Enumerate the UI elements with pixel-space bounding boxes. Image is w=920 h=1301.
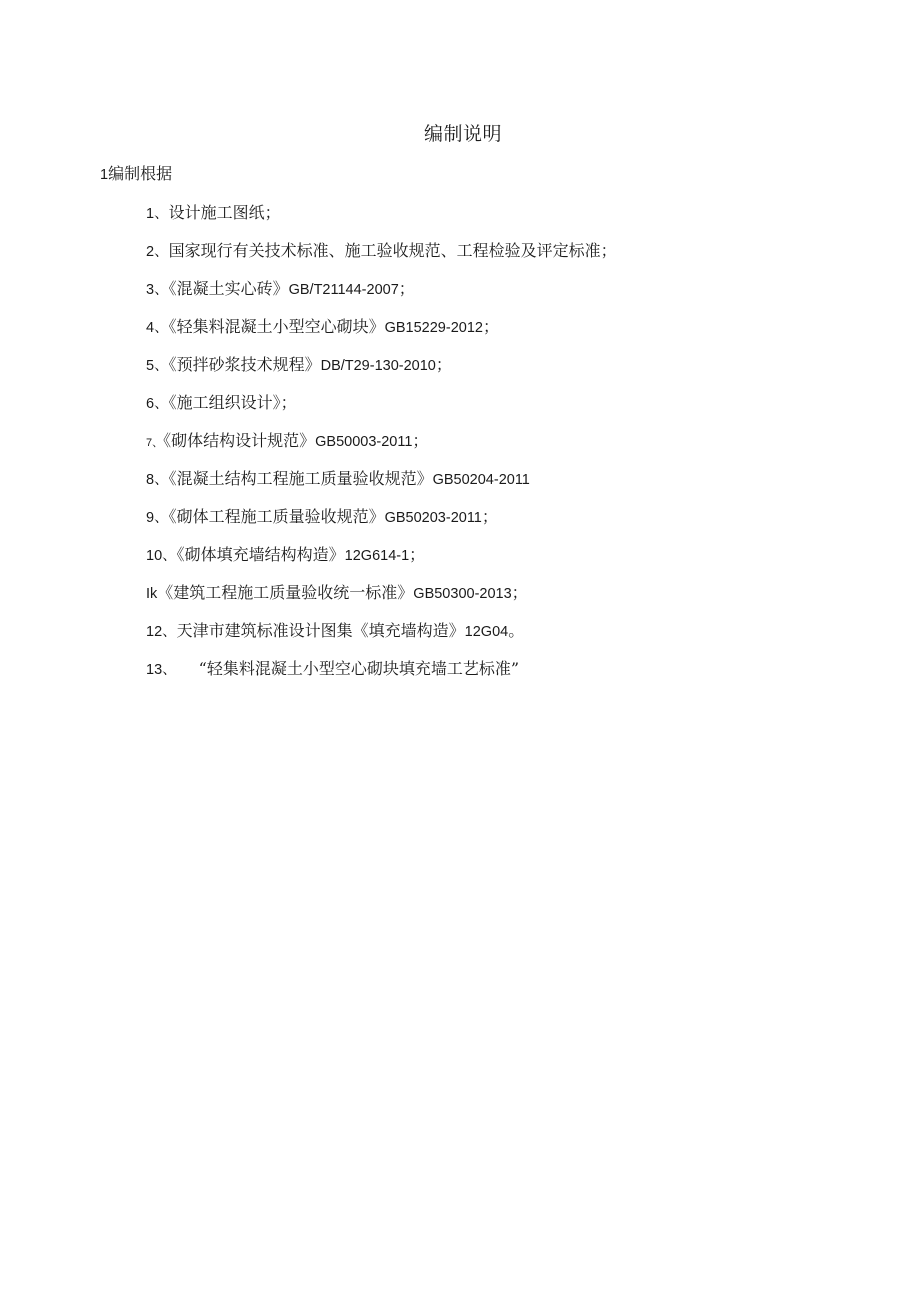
list-item: [146, 276, 617, 314]
item-number: 3、: [146, 282, 169, 298]
item-number: 6、: [146, 396, 169, 412]
list-item: [146, 466, 617, 504]
item-end: ；: [398, 279, 415, 298]
item-text: 《预拌砂浆技术规程》: [168, 355, 321, 374]
list-item: [146, 314, 617, 352]
item-text: 《混凝土结构工程施工质量验收规范》: [168, 469, 433, 488]
item-end: ；: [482, 317, 499, 336]
item-number: 1、: [146, 206, 169, 222]
item-number: 10、: [146, 548, 177, 564]
list-item: [146, 238, 617, 276]
item-code: 12G04: [464, 624, 509, 640]
item-code: GB50203-2011: [384, 510, 482, 526]
page-title: 编制说明: [423, 123, 502, 145]
item-code: GB15229-2012: [384, 320, 483, 336]
item-text: 国家现行有关技术标准、施工验收规范、工程检验及评定标准: [168, 241, 601, 260]
item-end: ；: [412, 431, 429, 450]
item-code: GB50204-2011: [432, 472, 530, 488]
item-text: 天津市建筑标准设计图集《填充墙构造》: [176, 621, 465, 640]
item-text: “轻集料混凝土小型空心砌块填充墙工艺标准”: [198, 659, 520, 678]
reference-list: [146, 200, 617, 694]
item-number: 7、: [146, 437, 164, 449]
item-code: GB50003-2011: [315, 434, 413, 450]
list-item: [146, 390, 617, 428]
list-item: [146, 656, 617, 694]
item-end: ；: [511, 583, 528, 602]
item-code: DB/T29-130-2010: [320, 358, 436, 374]
item-number: 5、: [146, 358, 169, 374]
list-item: [146, 352, 617, 390]
section-heading: [100, 162, 172, 187]
item-text: 设计施工图纸: [168, 203, 265, 222]
item-end: ；: [481, 507, 498, 526]
list-item: [146, 580, 617, 618]
list-item: [146, 618, 617, 656]
item-number: 2、: [146, 244, 169, 260]
item-number: 4、: [146, 320, 169, 336]
item-text: 《建筑工程施工质量验收统一标准》: [157, 583, 414, 602]
item-end: ；: [409, 545, 426, 564]
list-item: [146, 428, 617, 466]
item-number: 13、: [146, 662, 177, 678]
item-number: Ik: [146, 586, 158, 602]
item-end: ；: [435, 355, 452, 374]
item-text: 《砌体填充墙结构构造》: [176, 545, 345, 564]
item-number: 8、: [146, 472, 169, 488]
item-text: 《砌体工程施工质量验收规范》: [168, 507, 385, 526]
item-text: 《混凝土实心砖》: [168, 279, 289, 298]
item-code: GB/T21144-2007: [288, 282, 399, 298]
item-code: GB50300-2013: [413, 586, 512, 602]
section-number: 1: [100, 167, 109, 183]
item-text: 《施工组织设计》: [168, 393, 281, 412]
section-heading-text: 编制根据: [108, 164, 173, 183]
item-end: 。: [508, 621, 525, 640]
list-item: [146, 200, 617, 238]
item-number: 9、: [146, 510, 169, 526]
item-number: 12、: [146, 624, 177, 640]
item-code: 12G614-1: [344, 548, 410, 564]
item-end: ；: [264, 203, 281, 222]
item-end: ；: [280, 393, 297, 412]
item-text: 《砌体结构设计规范》: [163, 431, 316, 450]
list-item: [146, 542, 617, 580]
list-item: [146, 504, 617, 542]
item-text: 《轻集料混凝土小型空心砌块》: [168, 317, 385, 336]
item-end: ；: [600, 241, 617, 260]
